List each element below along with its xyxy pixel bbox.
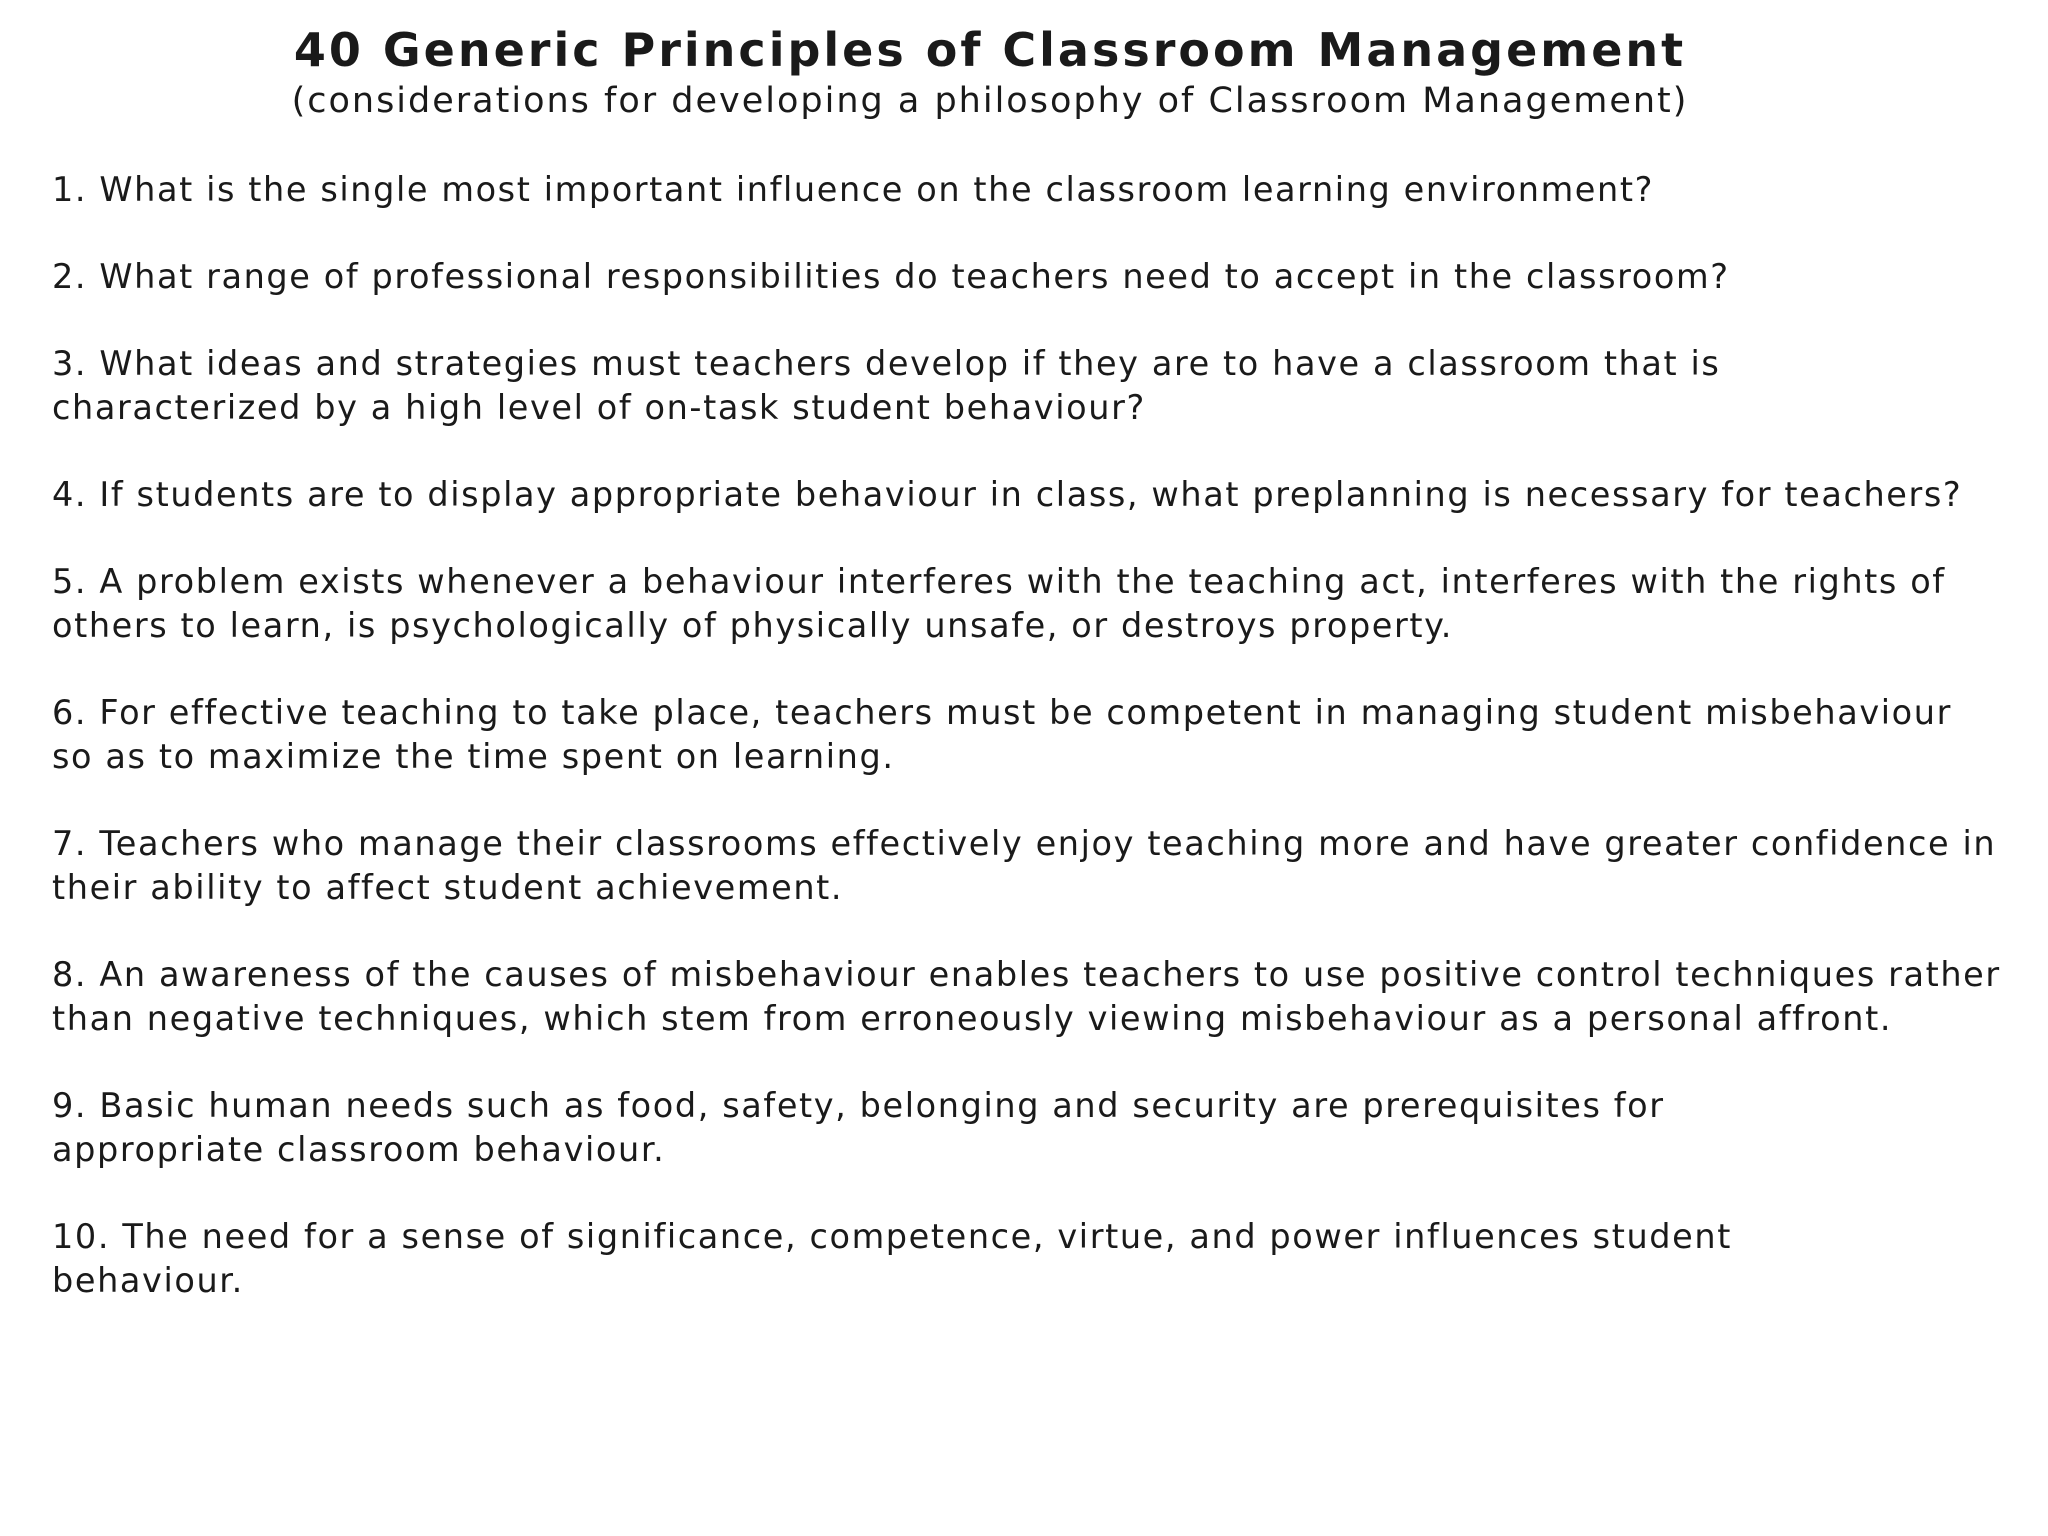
principle-item: 3. What ideas and strategies must teachers develop if they are to have a classroom that is characterized by a high level of on-task student behaviour? <box>52 344 1721 427</box>
principle-item: 4. If students are to display appropriate behaviour in class, what preplanning is necessary for teachers? <box>52 475 1963 514</box>
document-subtitle: (considerations for developing a philosophy of Classroom Management) <box>291 81 1689 121</box>
principle-item: 1. What is the single most important influence on the classroom learning environment? <box>52 170 1654 209</box>
principle-item: 7. Teachers who manage their classrooms effectively enjoy teaching more and have greater confidence in their ability to affect student achievement. <box>52 824 1997 907</box>
principle-item: 5. A problem exists whenever a behaviour interferes with the teaching act, interferes with the rights of others to learn, is psychologically of physically unsafe, or destroys property. <box>52 562 1946 645</box>
principle-item: 10. The need for a sense of significance, competence, virtue, and power influences student behaviour. <box>52 1217 1732 1300</box>
document-title: 40 Generic Principles of Classroom Management <box>293 23 1687 77</box>
principle-item: 8. An awareness of the causes of misbehaviour enables teachers to use positive control techniques rather than negative techniques, which stem from erroneously viewing misbehaviour as a personal affront. <box>52 955 2001 1038</box>
principle-item: 2. What range of professional responsibilities do teachers need to accept in the classroom? <box>52 257 1730 296</box>
principle-item: 6. For effective teaching to take place, teachers must be competent in managing student misbehaviour so as to maximize the time spent on learning. <box>52 693 1952 776</box>
principle-item: 9. Basic human needs such as food, safety, belonging and security are prerequisites for appropriate classroom behaviour. <box>52 1086 1665 1169</box>
principles-list <box>52 168 2027 1346</box>
